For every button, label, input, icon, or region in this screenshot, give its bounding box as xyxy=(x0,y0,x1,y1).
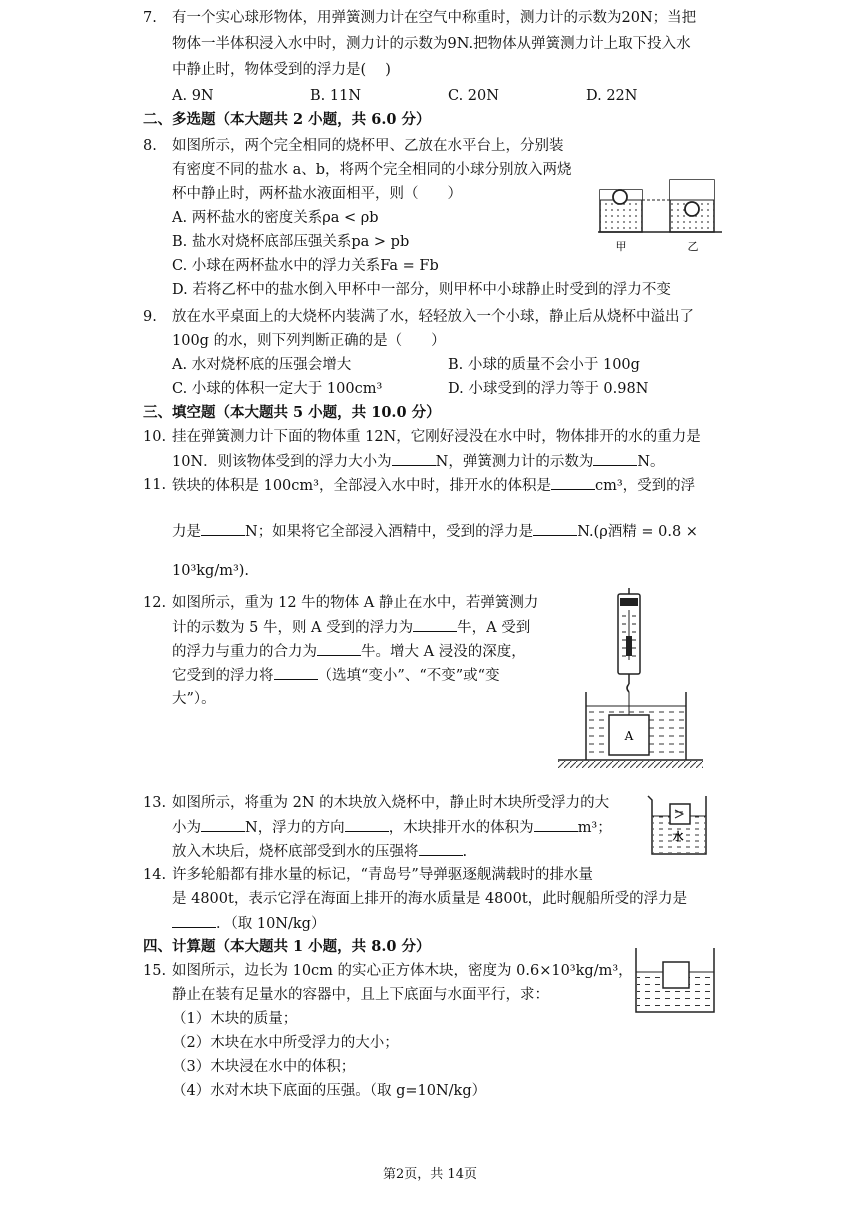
question-text: 的浮力与重力的合力为 牛。增大 A 浸没的深度， xyxy=(172,641,526,662)
question-text: 如图所示，重为 12 牛的物体 A 静止在水中，若弹簧测力 xyxy=(172,595,539,611)
option-a: A. 两杯盐水的密度关系ρa < ρb xyxy=(172,210,379,226)
beaker-wood-figure xyxy=(640,790,712,862)
option-c: C. 小球在两杯盐水中的浮力关系Fa = Fb xyxy=(172,258,439,274)
page-footer: 第2页，共 14页 xyxy=(383,1167,477,1182)
answer-blank[interactable] xyxy=(345,817,389,832)
question-text: 100g 的水，则下列判断正确的是（ ） xyxy=(172,333,446,349)
option-b: B. 小球的质量不会小于 100g xyxy=(448,357,640,373)
option-c: C. 小球的体积一定大于 100cm³ xyxy=(172,381,383,397)
question-text: 如图所示，边长为 10cm 的实心正方体木块，密度为 0.6×10³kg/m³， xyxy=(172,963,633,979)
object-a-label: A xyxy=(624,729,634,743)
option-d: D. 若将乙杯中的盐水倒入甲杯中一部分，则甲杯中小球静止时受到的浮力不变 xyxy=(172,282,671,298)
question-text: 如图所示，将重为 2N 的木块放入烧杯中，静止时木块所受浮力的大 xyxy=(172,795,610,811)
question-text: 是 4800t，表示它浮在海面上排开的海水质量是 4800t，此时舰船所受的浮力是 xyxy=(172,891,688,907)
answer-blank[interactable] xyxy=(534,817,578,832)
question-text: 10N．则该物体受到的浮力大小为 N，弹簧测力计的示数为 N。 xyxy=(172,451,665,472)
question-text: 静止在装有足量水的容器中，且上下底面与水面平行，求： xyxy=(172,987,549,1003)
answer-blank[interactable] xyxy=(201,521,245,536)
question-number: 13. xyxy=(143,795,167,811)
answer-blank[interactable] xyxy=(274,665,318,680)
answer-blank[interactable] xyxy=(593,451,637,466)
section-heading: 四、计算题（本大题共 1 小题，共 8.0 分） xyxy=(143,938,431,955)
sub-question: （3）木块浸在水中的体积； xyxy=(172,1059,356,1075)
sub-question: （1）木块的质量； xyxy=(172,1011,298,1027)
question-text: ．（取 10N/kg） xyxy=(172,913,325,934)
question-number: 9. xyxy=(143,309,157,325)
question-text: 挂在弹簧测力计下面的物体重 12N，它刚好浸没在水中时，物体排开的水的重力是 xyxy=(172,429,701,445)
answer-blank[interactable] xyxy=(533,521,577,536)
question-text: 有密度不同的盐水 a、b，将两个完全相同的小球分别放入两烧 xyxy=(172,162,572,178)
question-number: 7. xyxy=(143,10,157,26)
question-text: 大”）。 xyxy=(172,691,216,707)
question-number: 14. xyxy=(143,867,167,883)
section-heading: 二、多选题（本大题共 2 小题，共 6.0 分） xyxy=(143,111,431,128)
answer-blank[interactable] xyxy=(419,841,463,856)
beaker-label-yi: 乙 xyxy=(687,240,699,253)
question-text: 如图所示，两个完全相同的烧杯甲、乙放在水平台上，分别装 xyxy=(172,138,564,154)
option-b: B. 盐水对烧杯底部压强关系pa > pb xyxy=(172,234,410,250)
question-text: 杯中静止时，两杯盐水液面相平，则（ ） xyxy=(172,186,462,202)
beaker-label-jia: 甲 xyxy=(615,240,627,253)
question-text: 它受到的浮力将 （选填“变小”、“不变”或“变 xyxy=(172,665,500,686)
question-text: 放在水平桌面上的大烧杯内装满了水，轻轻放入一个小球，静止后从烧杯中溢出了 xyxy=(172,309,694,325)
sub-question: （2）木块在水中所受浮力的大小； xyxy=(172,1035,399,1051)
answer-blank[interactable] xyxy=(317,641,361,656)
answer-blank[interactable] xyxy=(172,913,216,928)
question-text: 许多轮船都有排水量的标记，“青岛号”导弹驱逐舰满载时的排水量 xyxy=(172,867,593,883)
question-text: 有一个实心球形物体，用弹簧测力计在空气中称重时，测力计的示数为20N；当把 xyxy=(172,10,697,26)
beakers-figure xyxy=(598,178,728,258)
section-heading: 三、填空题（本大题共 5 小题，共 10.0 分） xyxy=(143,404,441,421)
water-label: 水 xyxy=(672,830,684,843)
question-number: 11. xyxy=(143,477,167,493)
question-number: 12. xyxy=(143,595,167,611)
question-number: 15. xyxy=(143,963,167,979)
answer-blank[interactable] xyxy=(201,817,245,832)
option-b: B. 11N xyxy=(310,88,362,104)
question-text: 铁块的体积是 100cm³，全部浸入水中时，排开水的体积是 cm³，受到的浮 xyxy=(172,475,695,496)
spring-scale-figure xyxy=(558,588,703,776)
option-c: C. 20N xyxy=(448,88,499,104)
question-text: 计的示数为 5 牛，则 A 受到的浮力为 牛，A 受到 xyxy=(172,617,530,638)
question-number: 10. xyxy=(143,429,167,445)
answer-blank[interactable] xyxy=(413,617,457,632)
answer-blank[interactable] xyxy=(551,475,595,490)
question-text: 10³kg/m³). xyxy=(172,563,250,579)
question-number: 8. xyxy=(143,138,157,154)
answer-blank[interactable] xyxy=(392,451,436,466)
option-a: A. 水对烧杯底的压强会增大 xyxy=(172,357,352,373)
sub-question: （4）水对木块下底面的压强。（取 g=10N/kg） xyxy=(172,1083,487,1099)
option-d: D. 小球受到的浮力等于 0.98N xyxy=(448,381,649,397)
option-d: D. 22N xyxy=(586,88,638,104)
question-text: 放入木块后，烧杯底部受到水的压强将 . xyxy=(172,841,467,862)
question-text: 物体一半体积浸入水中时，测力计的示数为9N.把物体从弹簧测力计上取下投入水 xyxy=(172,36,691,52)
cube-in-water-figure xyxy=(634,946,716,1016)
option-a: A. 9N xyxy=(172,88,214,104)
question-text: 力是 N；如果将它全部浸入酒精中，受到的浮力是 N.(ρ酒精 = 0.8 × xyxy=(172,521,698,542)
question-text: 小为 N，浮力的方向 ，木块排开水的体积为 m³； xyxy=(172,817,612,838)
question-text: 中静止时，物体受到的浮力是( ) xyxy=(172,62,391,78)
